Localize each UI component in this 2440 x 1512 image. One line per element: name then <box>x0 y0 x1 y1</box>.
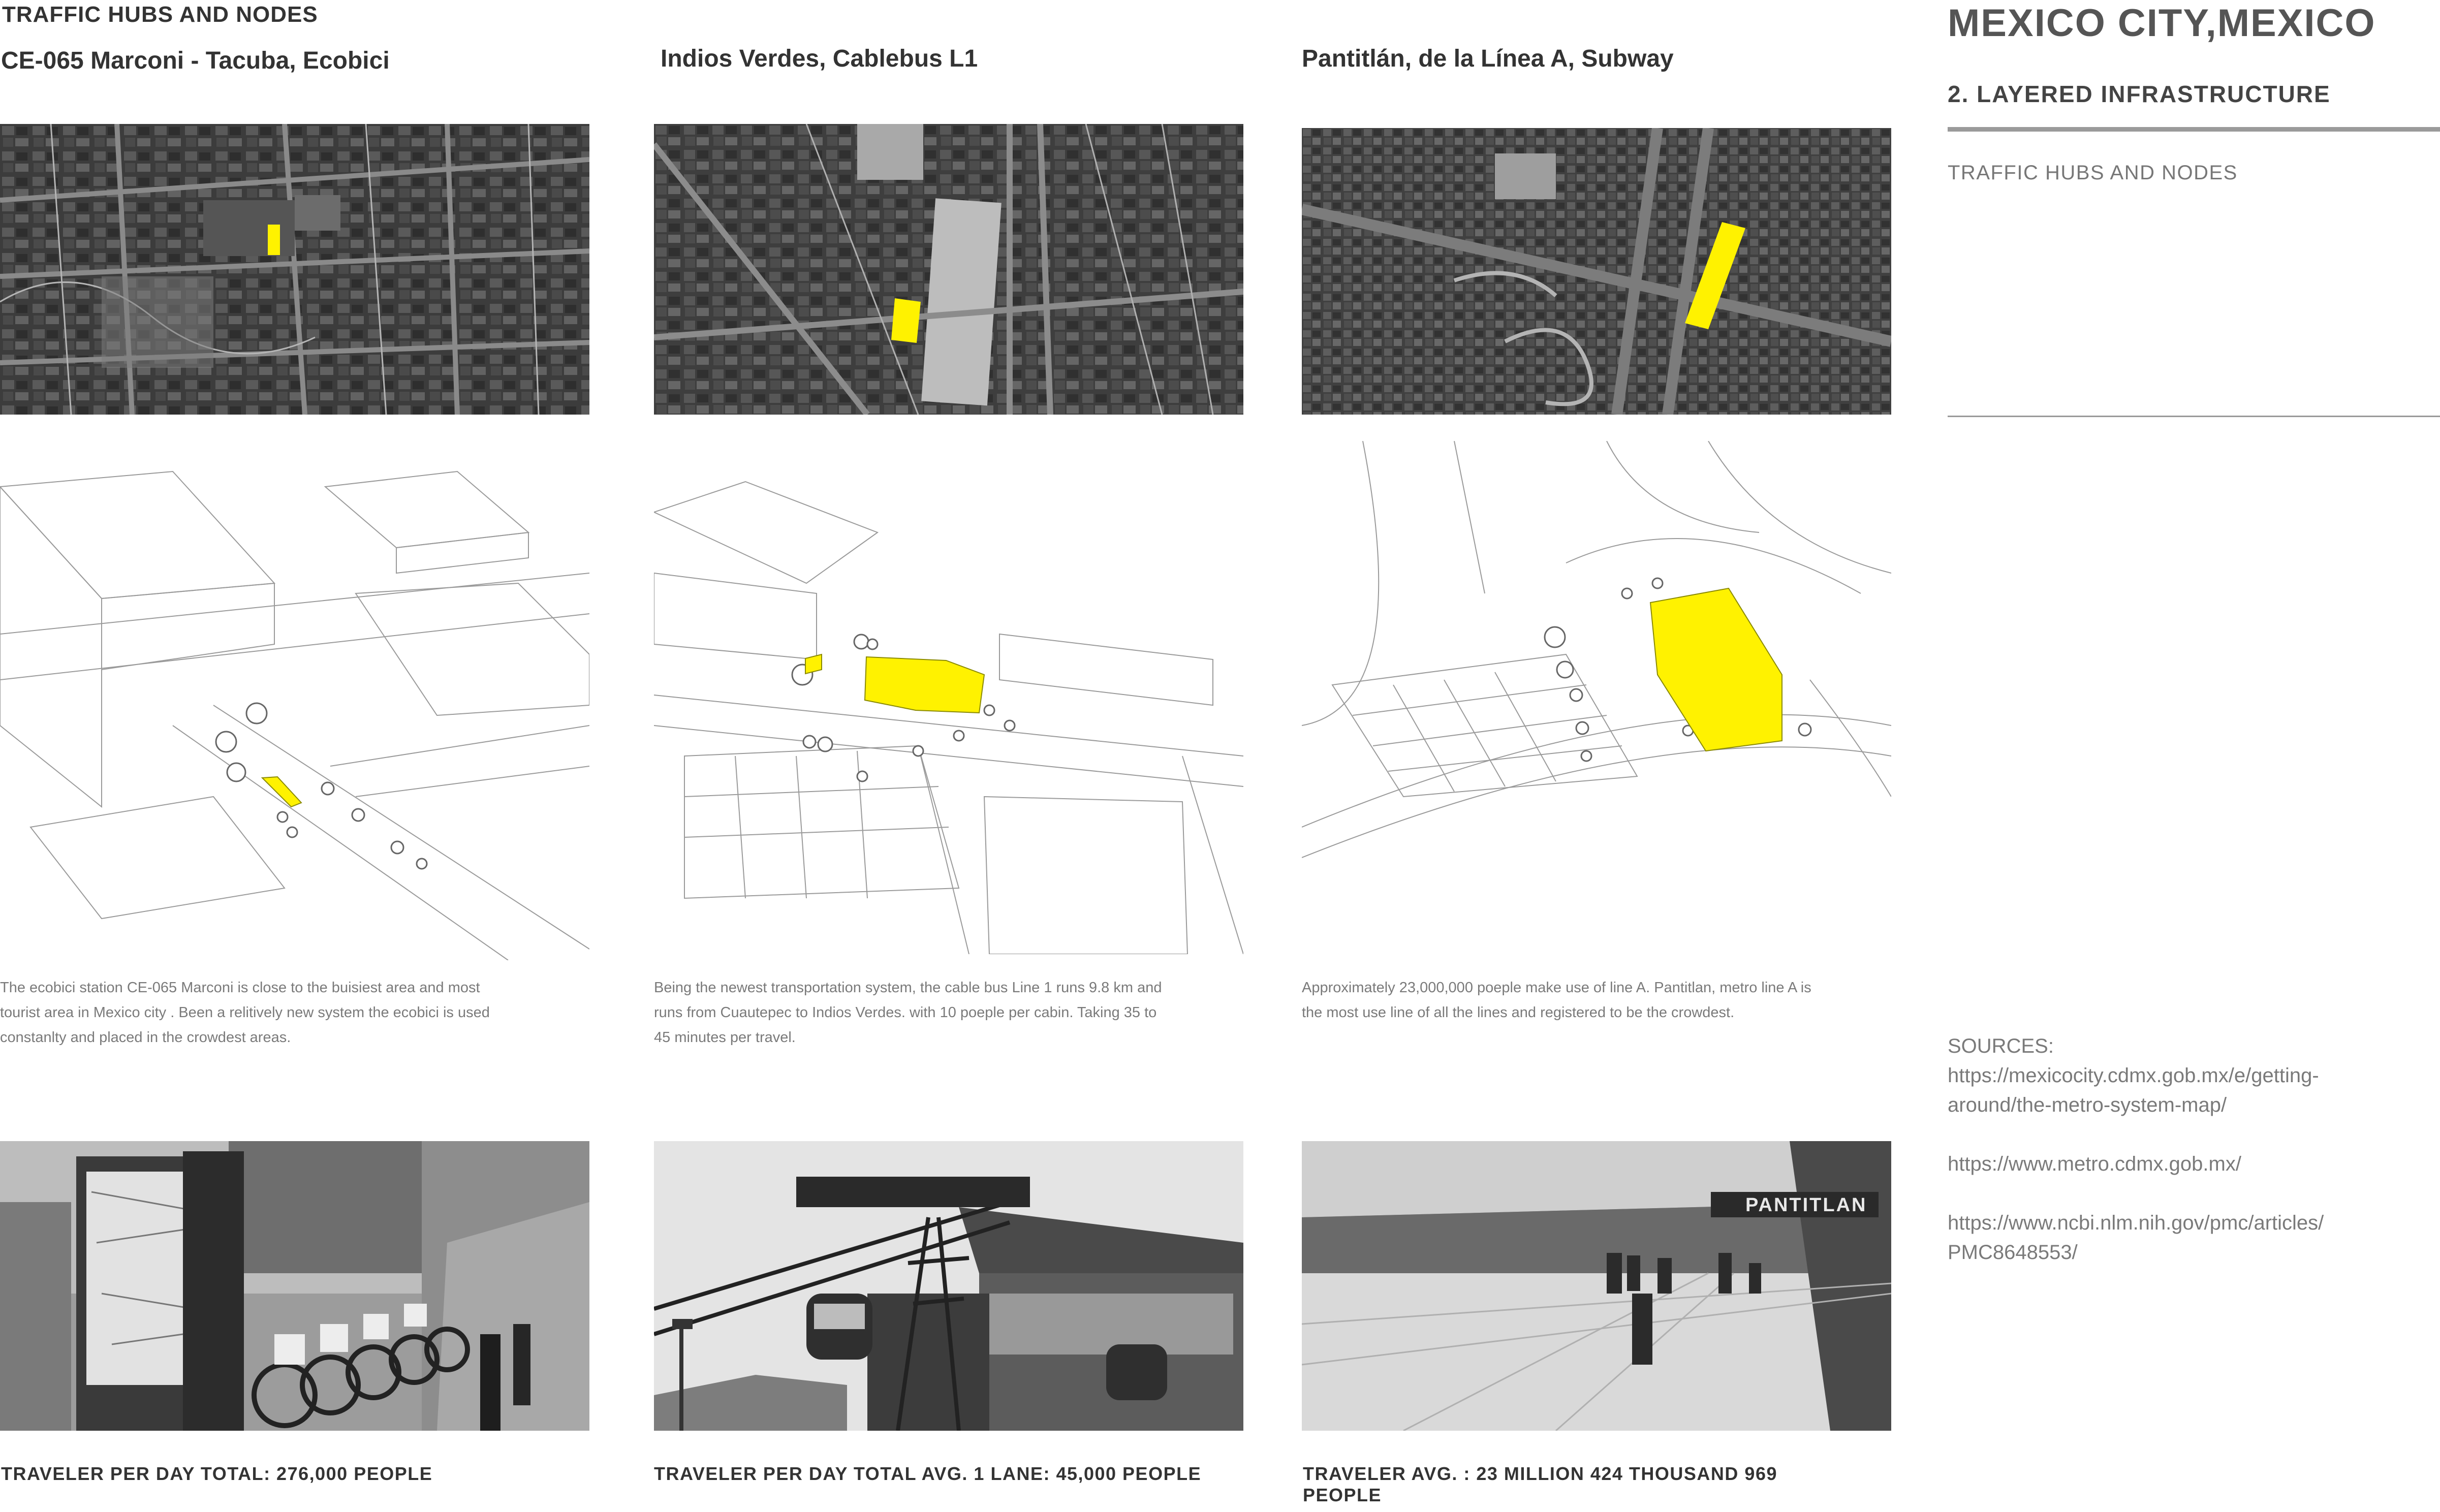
photo-cablebus <box>654 1141 1243 1431</box>
source-link[interactable]: https://www.ncbi.nlm.nih.gov/pmc/articles/ <box>1948 1212 2324 1234</box>
section-subtitle: 2. LAYERED INFRASTRUCTURE <box>1948 81 2331 107</box>
source-link[interactable]: https://mexicocity.cdmx.gob.mx/e/getting- <box>1948 1064 2319 1087</box>
source-link[interactable]: around/the-metro-system-map/ <box>1948 1094 2227 1116</box>
description-indios-verdes <box>654 975 1254 1050</box>
description-line: The ecobici station CE-065 Marconi is close to the buisiest area and most <box>0 980 480 996</box>
description-line: 45 minutes per travel. <box>654 1029 796 1046</box>
axonometric-drawing-indios-verdes <box>654 441 1243 954</box>
stat-line: PEOPLE <box>1303 1485 1382 1505</box>
axonometric-drawing-marconi <box>0 441 589 960</box>
stat-indios-verdes <box>654 1463 1289 1485</box>
city-title: MEXICO CITY,MEXICO <box>1948 2 2376 45</box>
sidebar-section-label: TRAFFIC HUBS AND NODES <box>1948 162 2238 184</box>
highlight-block-pantitlan <box>1650 588 1782 751</box>
axonometric-drawing-pantitlan <box>1302 441 1891 873</box>
highlight-marker-indios-verdes <box>891 298 921 343</box>
sources-label: SOURCES: <box>1948 1035 2054 1057</box>
source-link[interactable]: PMC8648553/ <box>1948 1241 2078 1264</box>
sidebar-divider-thick <box>1948 127 2440 132</box>
photo-pantitlan-subway <box>1302 1141 1891 1431</box>
column-title-pantitlan: Pantitlán, de la Línea A, Subway <box>1302 45 1674 72</box>
description-line: Being the newest transportation system, the cable bus Line 1 runs 9.8 km and <box>654 980 1162 996</box>
satellite-map-marconi <box>0 124 589 415</box>
column-title-marconi: CE-065 Marconi - Tacuba, Ecobici <box>1 47 390 74</box>
stat-line: TRAVELER PER DAY TOTAL AVG. 1 LANE: 45,000 PEOPLE <box>654 1463 1202 1484</box>
source-link[interactable]: https://www.metro.cdmx.gob.mx/ <box>1948 1153 2241 1175</box>
highlight-block-indios-verdes <box>865 657 984 713</box>
description-line: Approximately 23,000,000 poeple make use of line A. Pantitlan, metro line A is <box>1302 980 1811 996</box>
description-line: tourist area in Mexico city . Been a relitively new system the ecobici is used <box>0 1004 490 1021</box>
description-marconi <box>0 975 589 1050</box>
stat-marconi <box>1 1463 590 1485</box>
highlight-marker-marconi <box>268 225 280 255</box>
section-header: TRAFFIC HUBS AND NODES <box>2 2 318 27</box>
sources-list <box>1948 1031 2435 1267</box>
sources-spacer <box>1948 1120 2435 1149</box>
description-line: constanlty and placed in the crowdest areas. <box>0 1029 291 1046</box>
description-line: the most use line of all the lines and registered to be the crowdest. <box>1302 1004 1735 1021</box>
stat-line: TRAVELER AVG. : 23 MILLION 424 THOUSAND 969 <box>1303 1463 1777 1484</box>
description-line: runs from Cuautepec to Indios Verdes. with 10 poeple per cabin. Taking 35 to <box>654 1004 1157 1021</box>
sources-spacer <box>1948 1179 2435 1208</box>
photo-ecobici-station <box>0 1141 589 1431</box>
column-title-indios-verdes: Indios Verdes, Cablebus L1 <box>661 45 978 72</box>
station-sign-text: PANTITLAN <box>1745 1194 1867 1216</box>
satellite-map-indios-verdes <box>654 124 1243 415</box>
satellite-map-pantitlan <box>1302 128 1891 415</box>
stat-line: TRAVELER PER DAY TOTAL: 276,000 PEOPLE <box>1 1463 433 1484</box>
sidebar-divider-thin <box>1948 416 2440 417</box>
stat-pantitlan <box>1303 1463 1913 1506</box>
description-pantitlan <box>1302 975 1906 1025</box>
